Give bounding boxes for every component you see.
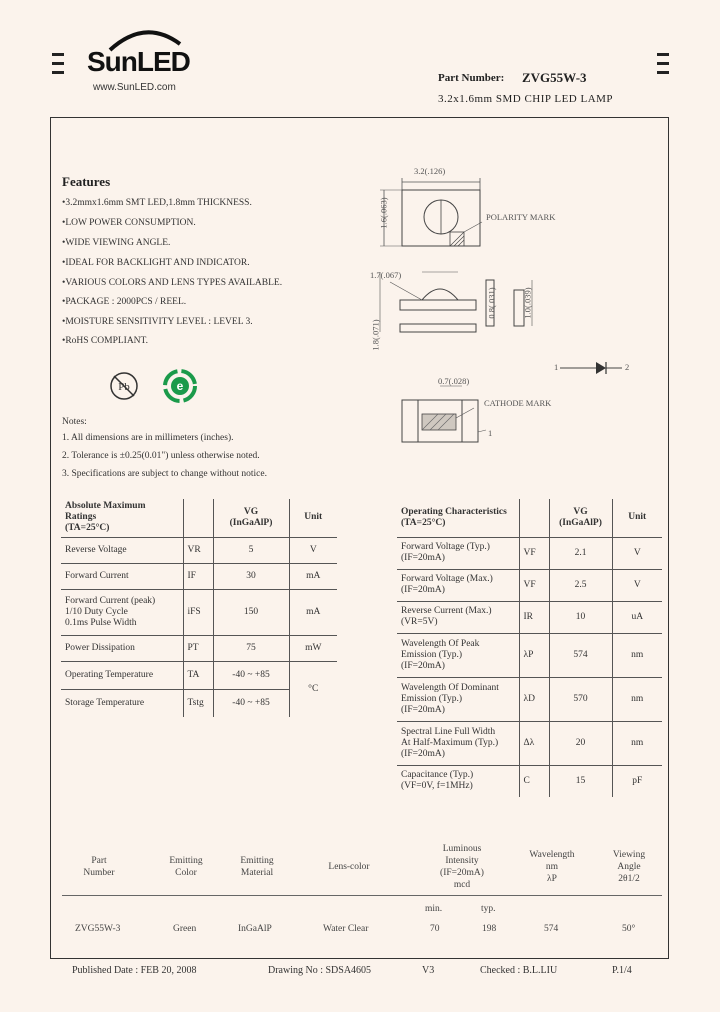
sel-header-lens: Lens-color	[328, 862, 370, 872]
unit: pF	[612, 765, 662, 797]
unit: V	[289, 537, 337, 563]
sel-header-wavelength: Wavelength nm λP	[529, 850, 575, 884]
value: 2.1	[549, 537, 612, 569]
feature-item: •RoHS COMPLIANT.	[62, 336, 149, 346]
value: 20	[549, 721, 612, 765]
sel-header-divider	[62, 895, 662, 896]
feature-item: •IDEAL FOR BACKLIGHT AND INDICATOR.	[62, 258, 250, 268]
table-row	[61, 537, 337, 563]
dim-total: 1.8(.071)	[370, 319, 381, 351]
product-subtitle: 3.2x1.6mm SMD CHIP LED LAMP	[438, 93, 614, 105]
table-row	[397, 569, 662, 601]
absolute-max-ratings-table	[61, 499, 337, 717]
unit: nm	[612, 633, 662, 677]
table-row	[61, 661, 337, 689]
table-row	[61, 563, 337, 589]
param: Wavelength Of Dominant Emission (Typ.) (IF=20mA)	[397, 677, 519, 721]
param: Operating Temperature	[61, 661, 183, 689]
symbol: TA	[183, 661, 213, 689]
checked-by: Checked : B.L.LIU	[480, 965, 558, 976]
dim-lens: 1.7(.067)	[370, 270, 402, 280]
param: Forward Current (peak) 1/10 Duty Cycle 0.1ms Pulse Width	[61, 589, 183, 635]
param: Power Dissipation	[61, 635, 183, 661]
right-mark-bar-1	[657, 53, 669, 56]
sel-header-color: Emitting Color	[169, 856, 203, 878]
op-char-title: Operating Characteristics	[401, 506, 507, 517]
polarity-mark-label: POLARITY MARK	[486, 212, 556, 222]
dim-height-b: 1.0(.039)	[522, 287, 533, 319]
symbol: Tstg	[183, 689, 213, 717]
param: Capacitance (Typ.) (VF=0V, f=1MHz)	[397, 765, 519, 797]
symbol: IR	[519, 601, 549, 633]
sel-header-material: Emitting Material	[240, 856, 274, 878]
right-mark-bar-3	[657, 71, 669, 74]
sel-color: Green	[173, 924, 197, 934]
drawing-number: Drawing No : SDSA4605	[268, 965, 372, 976]
symbol: C	[519, 765, 549, 797]
feature-item: •LOW POWER CONSUMPTION.	[62, 218, 196, 228]
op-char-col-vg-material: (InGaAlP)	[559, 517, 602, 528]
param: Forward Voltage (Typ.) (IF=20mA)	[397, 537, 519, 569]
param: Forward Voltage (Max.) (IF=20mA)	[397, 569, 519, 601]
note-item: 3. Specifications are subject to change without notice.	[62, 469, 267, 479]
table-row	[397, 677, 662, 721]
dim-pad: 0.7(.028)	[438, 376, 470, 386]
unit: °C	[289, 661, 337, 717]
feature-item: •PACKAGE : 2000PCS / REEL.	[62, 297, 187, 307]
table-row	[61, 589, 337, 635]
left-mark-bar-1	[52, 53, 64, 56]
param: Wavelength Of Peak Emission (Typ.) (IF=20mA)	[397, 633, 519, 677]
sel-lens: Water Clear	[323, 924, 369, 934]
part-number: ZVG55W-3	[522, 70, 587, 85]
value: 75	[213, 635, 289, 661]
eco-text: e	[176, 379, 184, 393]
feature-item: •WIDE VIEWING ANGLE.	[62, 238, 171, 248]
dim-height-a: 0.8(.031)	[486, 287, 497, 319]
value: 30	[213, 563, 289, 589]
unit: mA	[289, 563, 337, 589]
circuit-pin-1: 1	[554, 362, 559, 372]
brand-website: www.SunLED.com	[93, 82, 176, 93]
symbol: Δλ	[519, 721, 549, 765]
cathode-mark-label: CATHODE MARK	[484, 398, 552, 408]
version: V3	[422, 965, 435, 976]
sel-typ-label: typ.	[481, 904, 496, 914]
symbol: VR	[183, 537, 213, 563]
pin-label: 1	[488, 428, 493, 438]
sel-header-intensity: Luminous Intensity (IF=20mA) mcd	[440, 844, 484, 890]
table-row	[61, 635, 337, 661]
op-char-col-vg: VG	[573, 506, 588, 517]
feature-item: •VARIOUS COLORS AND LENS TYPES AVAILABLE.	[62, 278, 283, 288]
unit: mA	[289, 589, 337, 635]
part-number-label: Part Number:	[438, 72, 505, 84]
abs-max-condition: (TA=25°C)	[65, 523, 110, 534]
page-number: P.1/4	[612, 965, 632, 976]
value: 15	[549, 765, 612, 797]
feature-item: •3.2mmx1.6mm SMT LED,1.8mm THICKNESS.	[62, 198, 252, 208]
sel-header-angle: Viewing Angle 2θ1/2	[612, 850, 646, 884]
notes-heading: Notes:	[62, 417, 87, 427]
left-mark-bar-2	[52, 62, 64, 65]
sel-material: InGaAlP	[238, 924, 272, 934]
value: 570	[549, 677, 612, 721]
note-item: 2. Tolerance is ±0.25(0.01") unless otherwise noted.	[62, 451, 260, 461]
note-item: 1. All dimensions are in millimeters (inches).	[62, 433, 234, 443]
abs-max-title: Absolute Maximum Ratings	[65, 501, 146, 523]
sel-wavelength: 574	[544, 924, 559, 934]
sel-header-part: Part Number	[83, 856, 115, 878]
symbol: λD	[519, 677, 549, 721]
unit: mW	[289, 635, 337, 661]
sel-typ: 198	[482, 924, 497, 934]
sel-min: 70	[430, 924, 440, 934]
unit: nm	[612, 721, 662, 765]
dim-length: 3.2(.126)	[414, 166, 446, 176]
value: -40 ~ +85	[213, 689, 289, 717]
table-row	[397, 633, 662, 677]
dim-width: 1.6(.063)	[378, 197, 389, 229]
abs-max-col-unit: Unit	[289, 499, 337, 537]
value: 574	[549, 633, 612, 677]
features-heading: Features	[62, 174, 111, 189]
op-char-condition: (TA=25°C)	[401, 517, 446, 528]
param: Reverse Voltage	[61, 537, 183, 563]
pb-free-icon	[108, 370, 140, 402]
unit: nm	[612, 677, 662, 721]
left-mark-bar-3	[52, 71, 64, 74]
unit: uA	[612, 601, 662, 633]
param: Reverse Current (Max.) (VR=5V)	[397, 601, 519, 633]
sel-part: ZVG55W-3	[75, 924, 121, 934]
sel-min-label: min.	[425, 904, 443, 914]
symbol: λP	[519, 633, 549, 677]
table-row	[397, 721, 662, 765]
feature-item: •MOISTURE SENSITIVITY LEVEL : LEVEL 3.	[62, 317, 253, 327]
value: 5	[213, 537, 289, 563]
value: 2.5	[549, 569, 612, 601]
table-row	[397, 765, 662, 797]
value: -40 ~ +85	[213, 661, 289, 689]
value: 150	[213, 589, 289, 635]
brand-name: SunLED	[87, 46, 190, 77]
op-char-col-unit: Unit	[612, 499, 662, 537]
abs-max-col-vg: VG	[243, 506, 259, 517]
unit: V	[612, 537, 662, 569]
unit: V	[612, 569, 662, 601]
abs-max-col-vg-material: (InGaAlP)	[229, 517, 273, 528]
symbol: VF	[519, 569, 549, 601]
symbol: PT	[183, 635, 213, 661]
published-date: Published Date : FEB 20, 2008	[72, 965, 197, 976]
pb-free-text: Pb	[118, 381, 130, 393]
sel-angle: 50°	[622, 924, 636, 934]
eco-recycle-icon	[162, 368, 198, 404]
right-mark-bar-2	[657, 62, 669, 65]
operating-characteristics-table	[397, 499, 662, 797]
param: Storage Temperature	[61, 689, 183, 717]
symbol: VF	[519, 537, 549, 569]
param: Forward Current	[61, 563, 183, 589]
circuit-pin-2: 2	[625, 362, 630, 372]
value: 10	[549, 601, 612, 633]
param: Spectral Line Full Width At Half-Maximum (Typ.) (IF=20mA)	[397, 721, 519, 765]
symbol: iFS	[183, 589, 213, 635]
symbol: IF	[183, 563, 213, 589]
table-row	[397, 537, 662, 569]
table-row	[397, 601, 662, 633]
